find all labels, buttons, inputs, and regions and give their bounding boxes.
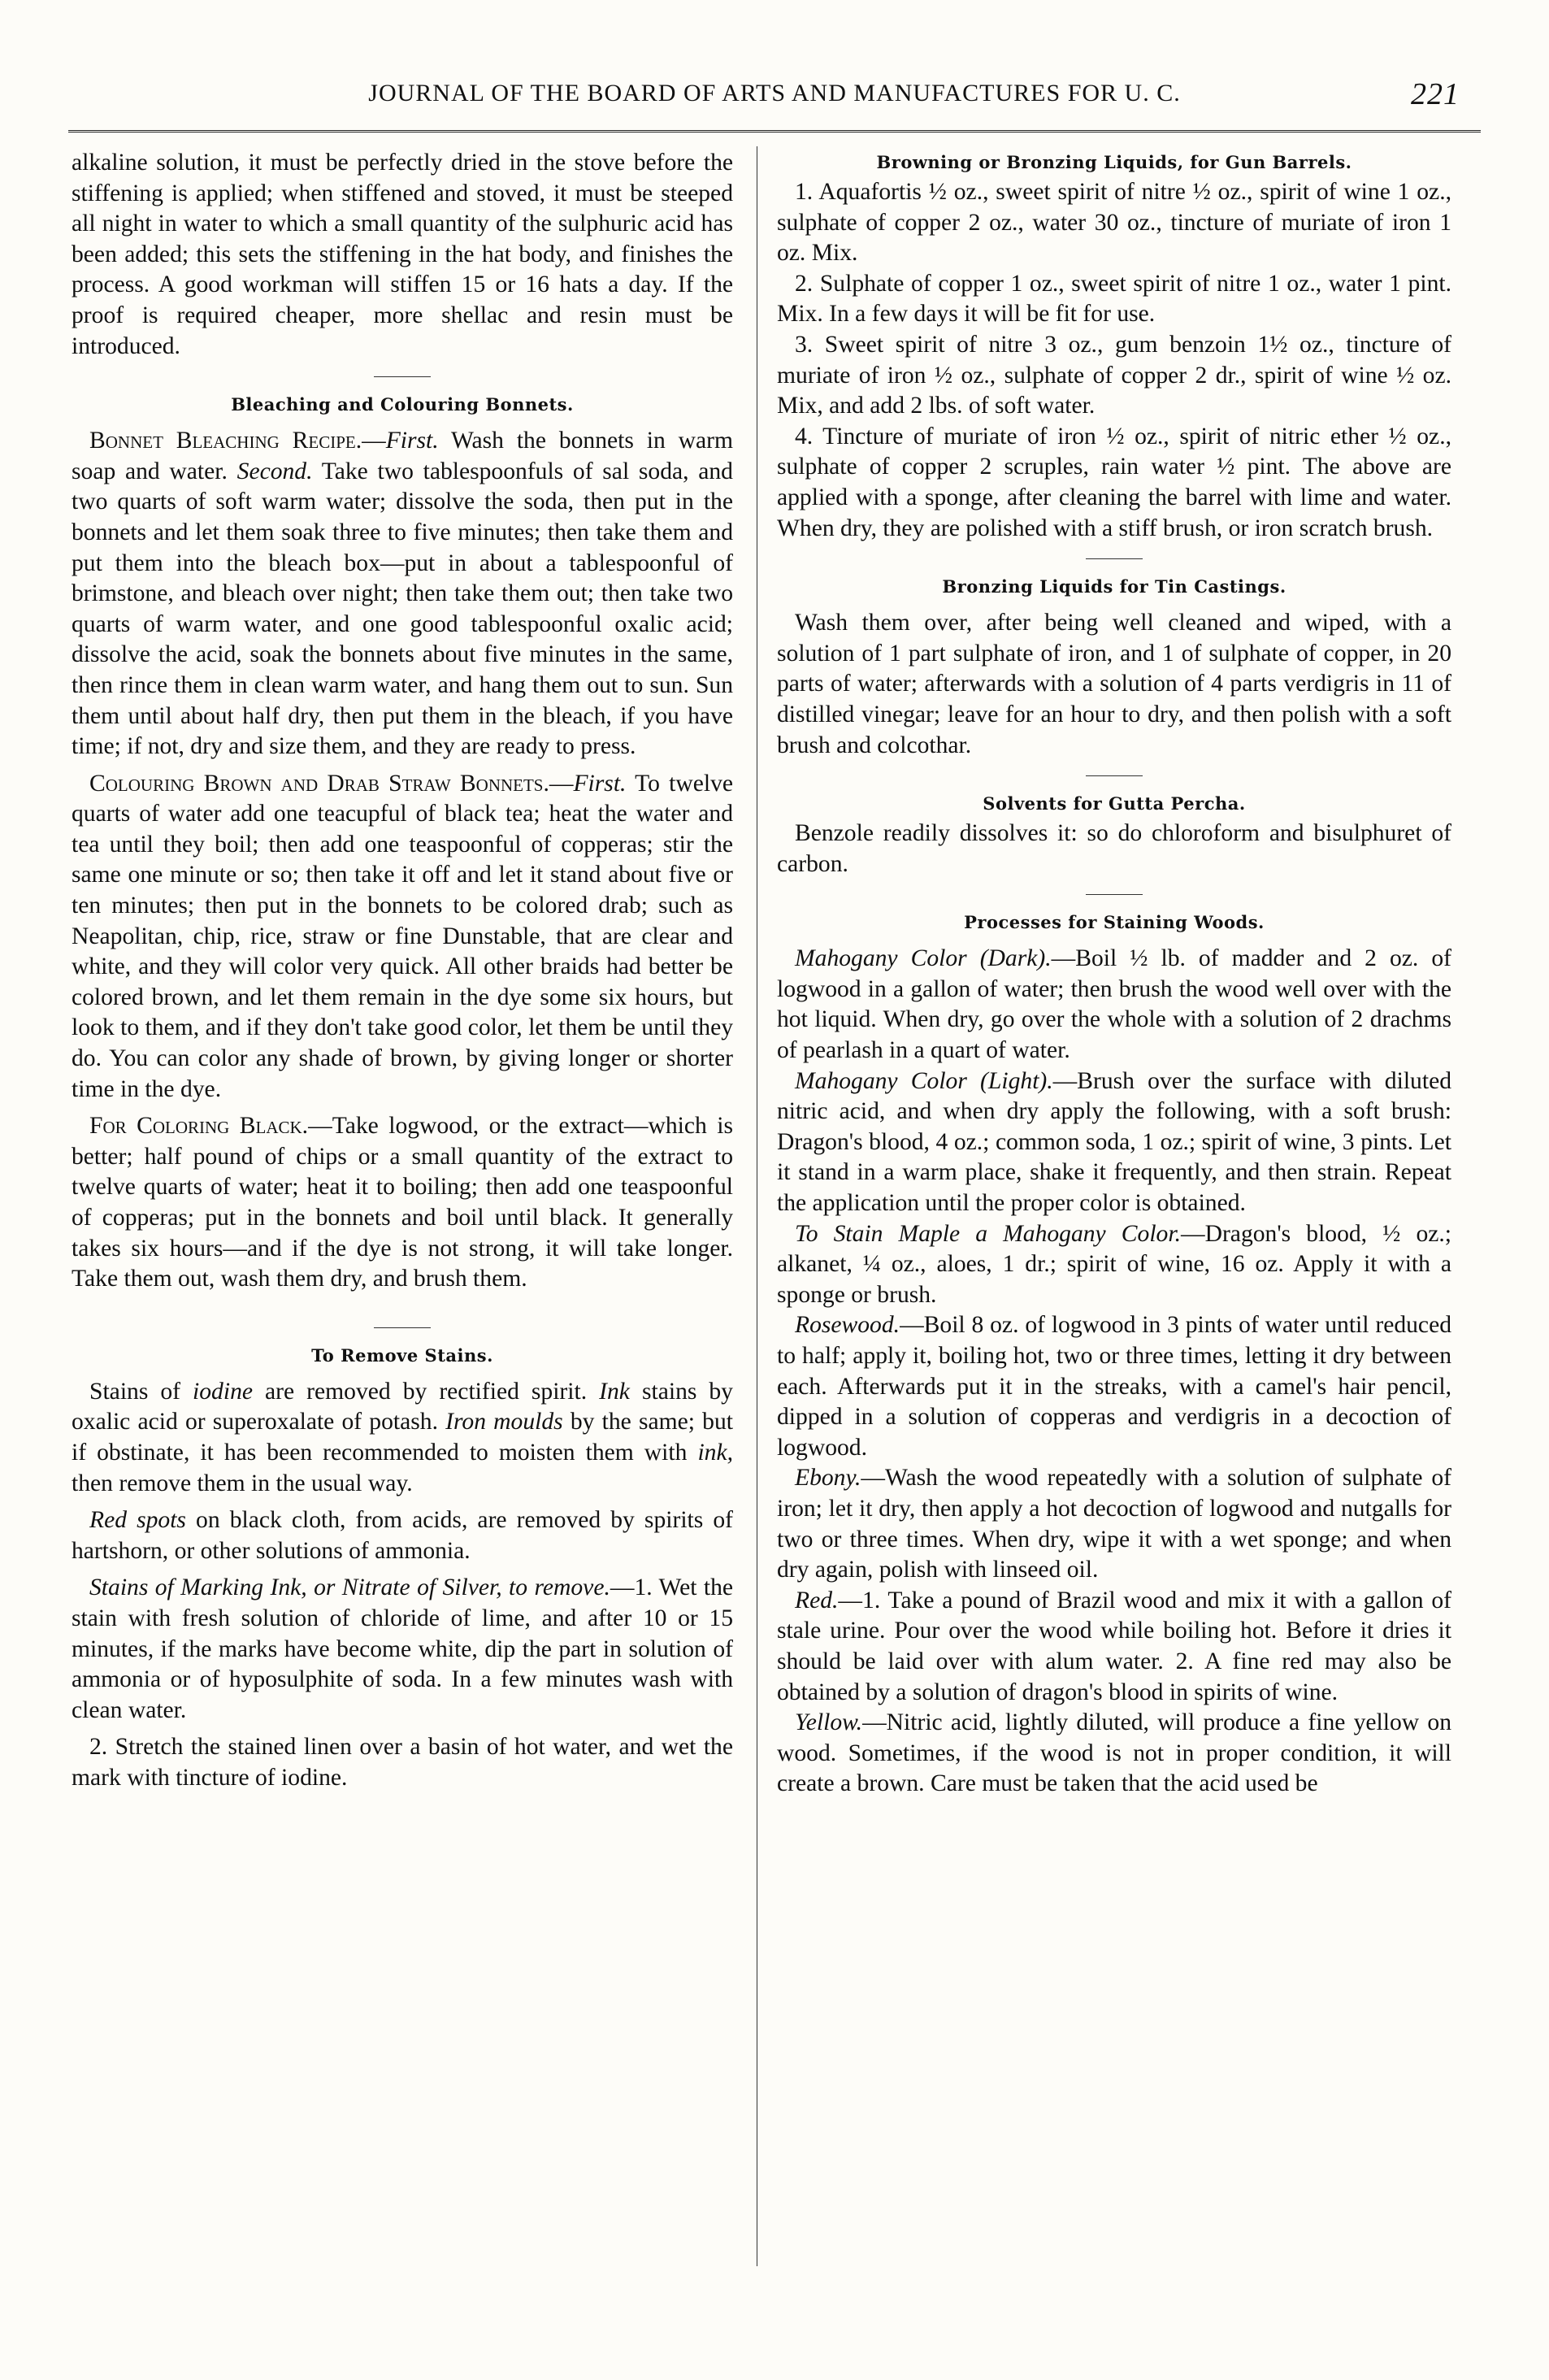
heading-browning: Browning or Bronzing Liquids, for Gun Barrels. — [876, 152, 1352, 172]
maple-paragraph: To Stain Maple a Mahogany Color.—Dragon's blood, ½ oz.; alkanet, ¼ oz., aloes, 1 dr.; spirit of wine, 16 oz. Apply it with a sponge or brush. — [777, 1220, 1451, 1308]
heading-tin-castings: Bronzing Liquids for Tin Castings. — [942, 576, 1286, 597]
bleach-lead: Bonnet Bleaching Recipe. — [89, 428, 362, 454]
bleach-first: First. — [385, 428, 439, 454]
page-number: 221 — [1411, 77, 1460, 111]
stains-paragraph: Stains of iodine are removed by rectified spirit. Ink stains by oxalic acid or superoxalate of potash. Iron moulds by the same; but if obstinate, it has been recommended to moisten them with ink, then remove them in the usual way. — [72, 1378, 734, 1496]
section-separator — [374, 1327, 431, 1328]
journal-title: JOURNAL OF THE BOARD OF ARTS AND MANUFACTURES FOR U. C. — [368, 80, 1181, 106]
browning-recipe-3: 3. Sweet spirit of nitre 3 oz., gum benzoin 1½ oz., tincture of muriate of iron ½ oz., sulphate of copper 2 dr., spirit of wine ½ oz. Mix, and add 2 lbs. of soft water. — [777, 331, 1451, 419]
brown-lead: Colouring Brown and Drab Straw Bonnets. — [89, 770, 549, 797]
browning-recipe-2: 2. Sulphate of copper 1 oz., sweet spirit of nitre 1 oz., water 1 pint. Mix. In a few days it will be fit for use. — [777, 270, 1451, 328]
heading-staining-woods: Processes for Staining Woods. — [964, 912, 1265, 933]
mahogany-light-paragraph: Mahogany Color (Light).—Brush over the surface with diluted nitric acid, and when dry apply the following, with a soft brush: Dragon's blood, 4 oz.; common soda, 1 oz.; spirit of wine, 3 pints. Let it stand in a warm place, shake it frequently, and then strain. Repeat the application until the proper color is obtained. — [777, 1067, 1451, 1217]
heading-bleaching: Bleaching and Colouring Bonnets. — [231, 394, 574, 415]
section-separator — [1086, 558, 1143, 559]
black-lead: For Coloring Black. — [89, 1113, 309, 1140]
header-rule — [68, 130, 1481, 132]
intro-paragraph: alkaline solution, it must be perfectly dried in the stove before the stiffening is applied; when stiffened and stoved, it must be steeped all night in water to which a small quantity of the sulphuric acid has been added; this sets the stiffening in the hat body, and finishes the process. A good workman will stiffen 15 or 16 hats a day. If the proof is required cheaper, more shellac and resin must be introduced. — [72, 150, 733, 359]
section-separator — [1086, 894, 1143, 895]
gutta-percha-paragraph: Benzole readily dissolves it: so do chloroform and bisulphuret of carbon. — [777, 820, 1451, 877]
bleach-paragraph: Bonnet Bleaching Recipe.—First. Wash the bonnets in warm soap and water. Second. Take two tablespoonfuls of sal soda, and two quarts of soft warm water; dissolve the soda, then put in the bonnets and let them soak three to five minutes; then take them and put them into the bleach box—put in about a tablespoonful of brimstone, and bleach over night; then take them out; then take two quarts of warm water, and one good tablespoonful oxalic acid; dissolve the acid, soak the bonnets about five minutes in the same, then rince them in clean warm water, and hang them out to sun. Sun them until about half dry, then put them in the bleach, if you have time; if not, dry and size them, and they are ready to press. — [72, 428, 733, 760]
tin-castings-paragraph: Wash them over, after being well cleaned and wiped, with a solution of 1 part sulphate of iron, and 1 of sulphate of copper, in 20 parts of water; afterwards with a solution of 4 parts verdigris in 11 of distilled vinegar; leave for an hour to dry, and then polish with a soft brush and colcothar. — [777, 610, 1451, 758]
section-separator — [1086, 775, 1143, 776]
red-spots-paragraph: Red spots on black cloth, from acids, are removed by spirits of hartshorn, or other solutions of ammonia. — [72, 1507, 734, 1564]
heading-stains: To Remove Stains. — [311, 1344, 493, 1366]
marking-ink-paragraph: Stains of Marking Ink, or Nitrate of Silver, to remove.—1. Wet the stain with fresh solution of chloride of lime, and after 10 or 15 minutes, if the marks have become white, dip the part in solution of ammonia or of hyposulphite of soda. In a few minutes wash with clean water. — [72, 1574, 733, 1723]
brown-paragraph: Colouring Brown and Drab Straw Bonnets.—First. To twelve quarts of water add one teacupful of black tea; heat the water and tea until they boil; then add one teaspoonful of copperas; stir the same one minute or so; then take it off and let it stand about five or ten minutes; then put in the bonnets to be colored drab; such as Neapolitan, chip, rice, straw or fine Dunstable, that are clear and white, and they will color very quick. All other braids had better be colored brown, and let them remain in the dye some six hours, but look to them, and if they don't take good color, let them be until they do. You can color any shade of brown, by giving longer or shorter time in the dye. — [72, 770, 733, 1102]
red-stain-paragraph: Red.—1. Take a pound of Brazil wood and mix it with a gallon of stale urine. Pour over the wood while boiling hot. Before it dries it should be laid over with alum water. 2. A fine red may also be obtained by a solution of dragon's blood in spirits of wine. — [777, 1587, 1451, 1705]
browning-recipe-4: 4. Tincture of muriate of iron ½ oz., spirit of nitric ether ½ oz., sulphate of copper 2 scruples, rain water ½ pint. The above are applied with a sponge, after cleaning the barrel with lime and water. When dry, they are polished with a stiff brush, or iron scratch brush. — [777, 423, 1451, 541]
running-header — [57, 72, 1492, 120]
left-column — [72, 148, 733, 1794]
yellow-stain-paragraph: Yellow.—Nitric acid, lightly diluted, will produce a fine yellow on wood. Sometimes, if the wood is not in proper condition, it will create a brown. Care must be taken that the acid used be — [777, 1709, 1451, 1797]
section-separator — [374, 376, 431, 377]
browning-recipe-1: 1. Aquafortis ½ oz., sweet spirit of nitre ½ oz., spirit of wine 1 oz., sulphate of copper 2 oz., water 30 oz., tincture of muriate of iron 1 oz. Mix. — [777, 179, 1451, 267]
marking-ink-method-2: 2. Stretch the stained linen over a basin of hot water, and wet the mark with tincture of iodine. — [72, 1734, 733, 1791]
mahogany-dark-paragraph: Mahogany Color (Dark).—Boil ½ lb. of madder and 2 oz. of logwood in a gallon of water; then brush the wood well over with the hot liquid. When dry, go over the whole with a solution of 2 drachms of pearlash in a quart of water. — [777, 945, 1451, 1064]
heading-gutta-percha: Solvents for Gutta Percha. — [983, 793, 1246, 814]
black-paragraph: For Coloring Black.—Take logwood, or the extract—which is better; half pound of chips or a small quantity of the extract to twelve quarts of water; heat it to boiling; then add one teaspoonful of copperas; put in the bonnets and boil until black. It generally takes six hours—and if the dye is not strong, it will take longer. Take them out, wash them dry, and brush them. — [72, 1113, 733, 1292]
rosewood-paragraph: Rosewood.—Boil 8 oz. of logwood in 3 pints of water until reduced to half; apply it, boiling hot, two or three times, letting it dry between each. Afterwards put it in the streaks, with a camel's hair pencil, dipped in a solution of copperas and verdigris in a decoction of logwood. — [777, 1312, 1451, 1461]
right-column — [777, 148, 1451, 1800]
bleach-second: Second. — [236, 458, 313, 484]
ebony-paragraph: Ebony.—Wash the wood repeatedly with a solution of sulphate of iron; let it dry, then apply a hot decoction of logwood and nutgalls for two or three times. When dry, wipe it with a wet sponge; and when dry again, polish with linseed oil. — [777, 1465, 1451, 1583]
